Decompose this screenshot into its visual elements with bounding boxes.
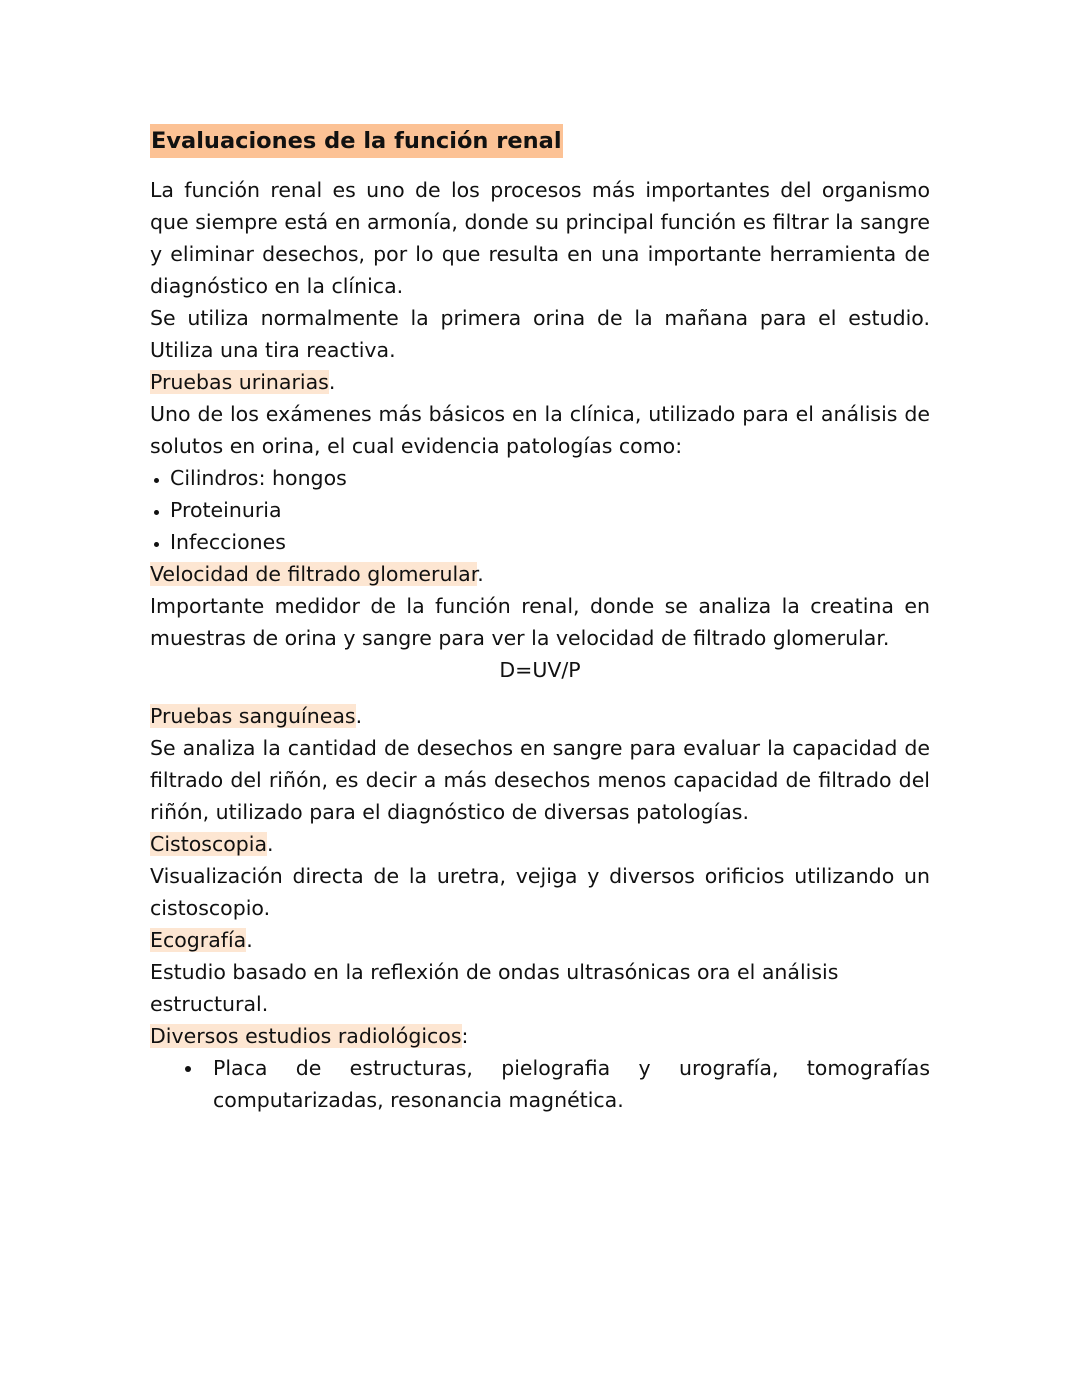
- section-heading-cistoscopia-text: Cistoscopia: [150, 832, 268, 856]
- urinarias-list: [150, 462, 930, 558]
- section-text-urinarias: Uno de los exámenes más básicos en la clínica, utilizado para el análisis de solutos en orina, el cual evidencia patologías como:: [150, 402, 930, 458]
- section-heading-urinarias-text: Pruebas urinarias: [150, 370, 329, 394]
- section-heading-filtrado: [150, 558, 930, 590]
- section-heading-filtrado-text: Velocidad de filtrado glomerular: [150, 562, 478, 586]
- section-heading-sanguineas: [150, 700, 930, 732]
- section-heading-sanguineas-punct: .: [355, 704, 363, 728]
- section-heading-ecografia-text: Ecografía: [150, 928, 247, 952]
- section-text-filtrado: Importante medidor de la función renal, donde se analiza la creatina en muestras de orina y sangre para ver la velocidad de filtrado glomerular.: [150, 594, 930, 650]
- section-heading-cistoscopia-punct: .: [267, 832, 274, 856]
- list-item: Infecciones: [150, 526, 930, 558]
- section-text-ecografia: Estudio basado en la reflexión de ondas ultrasónicas ora el análisis estructural.: [150, 960, 839, 1016]
- section-heading-urinarias: [150, 366, 930, 398]
- section-heading-filtrado-punct: .: [477, 562, 484, 586]
- section-text-cistoscopia: Visualización directa de la uretra, vejiga y diversos orificios utilizando un cistoscopio.: [150, 864, 930, 920]
- section-heading-cistoscopia: [150, 828, 930, 860]
- document-page: [150, 124, 930, 1116]
- intro-paragraph-1: La función renal es uno de los procesos más importantes del organismo que siempre está en armonía, donde su principal función es filtrar la sangre y eliminar desechos, por lo que resulta en una importante herramienta de diagnóstico en la clínica.: [150, 178, 930, 298]
- section-heading-sanguineas-text: Pruebas sanguíneas: [150, 704, 356, 728]
- document-title: Evaluaciones de la función renal: [150, 124, 563, 158]
- section-heading-radiologicos: [150, 1020, 930, 1052]
- radiologicos-list: [150, 1052, 930, 1116]
- list-item: Proteinuria: [150, 494, 930, 526]
- formula: D=UV/P: [499, 658, 581, 682]
- section-heading-ecografia: [150, 924, 930, 956]
- intro-paragraph-2: Se utiliza normalmente la primera orina de la mañana para el estudio. Utiliza una tira reactiva.: [150, 306, 930, 362]
- list-item: Placa de estructuras, pielografia y urografía, tomografías computarizadas, resonancia magnética.: [213, 1052, 930, 1116]
- section-heading-urinarias-punct: .: [328, 370, 336, 394]
- section-heading-ecografia-punct: .: [246, 928, 253, 952]
- section-heading-radiologicos-text: Diversos estudios radiológicos: [150, 1024, 462, 1048]
- section-heading-radiologicos-punct: :: [461, 1024, 469, 1048]
- section-text-sanguineas: Se analiza la cantidad de desechos en sangre para evaluar la capacidad de filtrado del riñón, es decir a más desechos menos capacidad de filtrado del riñón, utilizado para el diagnóstico de diversas patologías.: [150, 736, 930, 824]
- list-item: Cilindros: hongos: [150, 462, 930, 494]
